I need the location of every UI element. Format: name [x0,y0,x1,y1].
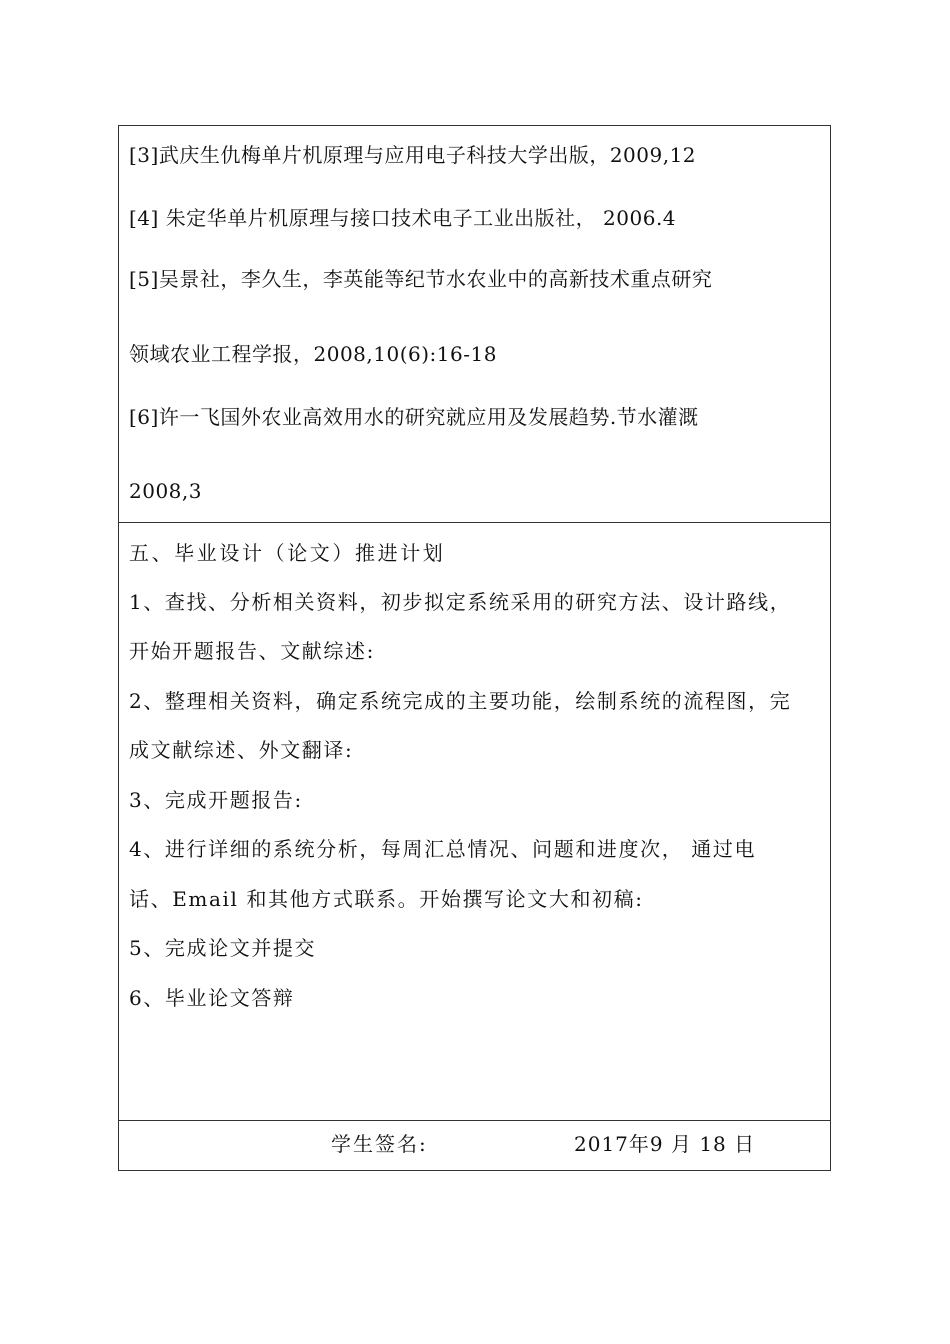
reference-5-line-1: [5]吴景社，李久生，李英能等纪节水农业中的高新技术重点研究 [129,267,713,291]
reference-5-line-2: 领域农业工程学报，2008,10(6):16-18 [129,342,497,366]
plan-item-6: 6、毕业论文答辩 [129,986,295,1010]
plan-item-2-line-1: 2、整理相关资料，确定系统完成的主要功能，绘制系统的流程图，完 [129,689,792,713]
plan-item-3: 3、完成开题报告: [129,788,303,812]
plan-item-2-line-2: 成文献综述、外文翻译: [129,738,354,762]
reference-6-line-1: [6]许一飞国外农业高效用水的研究就应用及发展趋势.节水灌溉 [129,405,699,429]
progress-plan-cell [119,523,830,1121]
student-signature-label: 学生签名: [331,1132,428,1156]
plan-item-1-line-2: 开始开题报告、文献综述: [129,639,375,663]
plan-item-4-line-2: 话、Email 和其他方式联系。开始撰写论文大和初稿: [129,887,644,911]
plan-item-1-line-1: 1、查找、分析相关资料，初步拟定系统采用的研究方法、设计路线， [129,590,792,614]
proposal-form-table [118,125,831,1171]
references-cell [119,126,830,523]
reference-4: [4] 朱定华单片机原理与接口技术电子工业出版社， 2006.4 [129,206,677,230]
plan-item-5: 5、完成论文并提交 [129,936,317,960]
plan-heading: 五、毕业设计（论文）推进计划 [129,541,446,565]
signature-cell [119,1121,830,1170]
reference-6-line-2: 2008,3 [129,479,202,503]
signature-date: 2017年9 月 18 日 [574,1132,756,1156]
plan-item-4-line-1: 4、进行详细的系统分析，每周汇总情况、问题和进度次， 通过电 [129,837,757,861]
reference-3: [3]武庆生仇梅单片机原理与应用电子科技大学出版，2009,12 [129,143,697,167]
